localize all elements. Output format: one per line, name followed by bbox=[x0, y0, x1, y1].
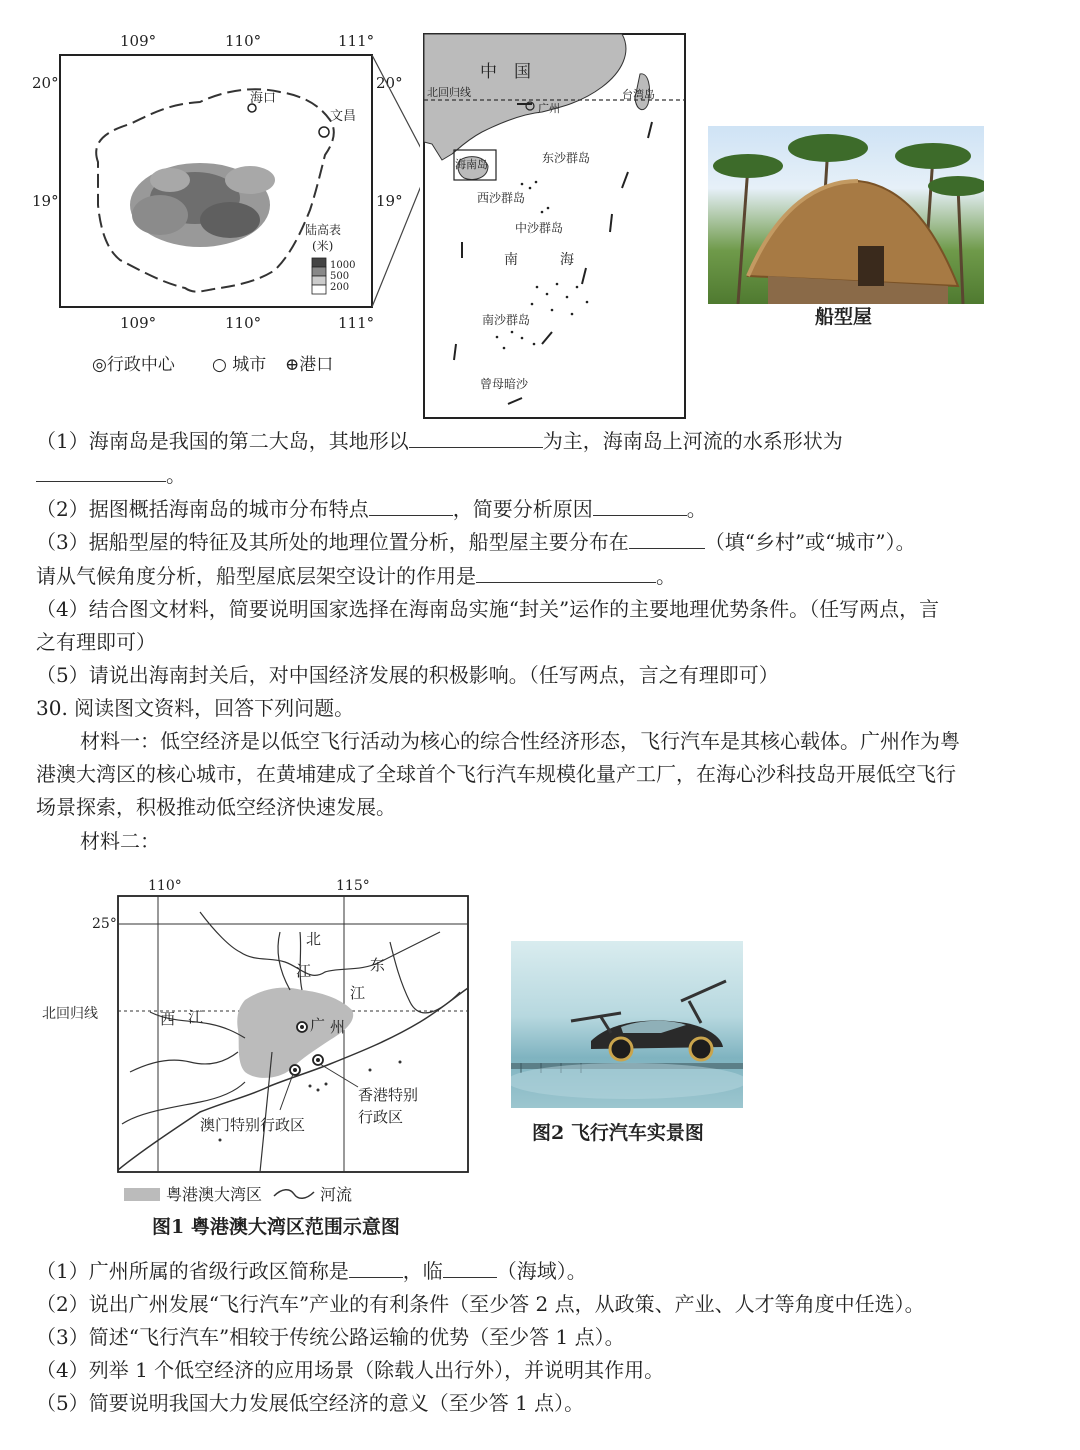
q29-4-line1: （4）结合图文材料，简要说明国家选择在海南岛实施“封关”运作的主要地理优势条件。（任写两点，言 bbox=[36, 597, 940, 621]
hongkong-label-line1: 香港特别 bbox=[358, 1086, 419, 1104]
sea-label-nan: 南 bbox=[504, 252, 518, 268]
legend-swatch-0 bbox=[312, 285, 326, 294]
macau-label: 澳门特别行政区 bbox=[200, 1116, 306, 1134]
river-label-xi: 西 bbox=[160, 1010, 176, 1028]
q30-1-text-c: （海域）。 bbox=[496, 1259, 587, 1283]
q29-1-line2 bbox=[36, 460, 186, 490]
q29-1-end: 。 bbox=[166, 463, 186, 487]
gba-lon-110: 110° bbox=[148, 878, 182, 894]
boat-house-illustration bbox=[708, 126, 984, 304]
connector-line-top bbox=[372, 55, 420, 156]
q30-1-blank-sea[interactable] bbox=[443, 1257, 497, 1278]
q30-material2-label: 材料二： bbox=[80, 829, 160, 853]
zengmu-label: 曾母暗沙 bbox=[480, 377, 529, 391]
q29-3-text-a: （3）据船型屋的特征及其所处的地理位置分析，船型屋主要分布在 bbox=[36, 530, 629, 554]
legend-river-symbol bbox=[272, 1186, 316, 1202]
wenchang-label: 文昌 bbox=[330, 109, 357, 124]
boat-house-caption: 船型屋 bbox=[815, 306, 873, 328]
q29-3-end: 。 bbox=[656, 564, 676, 588]
figure1-caption: 图1 粤港澳大湾区范围示意图 bbox=[152, 1216, 400, 1238]
gba-tropic-label: 北回归线 bbox=[42, 1006, 98, 1022]
q29-3-text-c: 请从气候角度分析，船型屋底层架空设计的作用是 bbox=[36, 564, 476, 588]
q30-material1-line3: 场景探索，积极推动低空经济快速发展。 bbox=[36, 795, 396, 819]
tropic-label: 北回归线 bbox=[427, 86, 471, 99]
q30-1-text-a: （1）广州所属的省级行政区简称是 bbox=[36, 1259, 349, 1283]
q30-material1-line2: 港澳大湾区的核心城市，在黄埔建成了全球首个飞行汽车规模化量产工厂，在海心沙科技岛开展低空飞行 bbox=[36, 762, 956, 786]
xisha-label: 西沙群岛 bbox=[477, 191, 526, 205]
q29-1-blank-terrain[interactable] bbox=[409, 427, 543, 448]
lon-label-111-bottom: 111° bbox=[338, 314, 375, 332]
q29-2-blank-feature[interactable] bbox=[369, 495, 453, 516]
legend-title-line1: 陆高表 bbox=[305, 223, 342, 237]
q29-1-line1 bbox=[36, 426, 843, 456]
q29-3-line2 bbox=[36, 561, 676, 591]
south-china-sea-map bbox=[422, 32, 688, 422]
river-label-bei: 北 bbox=[306, 930, 322, 948]
q30-5-line: （5）简要说明我国大力发展低空经济的意义（至少答 1 点）。 bbox=[36, 1391, 585, 1415]
legend-value-500: 500 bbox=[330, 271, 350, 282]
legend-swatch-500 bbox=[312, 267, 326, 276]
q29-1-text-a: （1）海南岛是我国的第二大岛，其地形以 bbox=[36, 429, 409, 453]
q30-1-line bbox=[36, 1256, 587, 1286]
river-label-jiang-west: 江 bbox=[188, 1008, 204, 1026]
river-label-jiang-east: 江 bbox=[350, 984, 366, 1002]
lat-label-19-right: 19° bbox=[376, 192, 403, 210]
legend-city: ○ 城市 bbox=[212, 355, 267, 375]
hongkong-dot bbox=[316, 1058, 320, 1062]
lat-label-19-left: 19° bbox=[32, 192, 59, 210]
zhongsha-label: 中沙群岛 bbox=[515, 221, 564, 235]
q30-1-blank-abbrev[interactable] bbox=[349, 1257, 403, 1278]
q30-1-text-b: ，临 bbox=[402, 1259, 443, 1283]
gba-guangzhou-label-zhou: 州 bbox=[330, 1018, 346, 1036]
q29-5-line: （5）请说出海南封关后，对中国经济发展的积极影响。（任写两点，言之有理即可） bbox=[36, 663, 779, 687]
lon-label-109-top: 109° bbox=[120, 32, 157, 50]
flying-car-photo bbox=[511, 941, 743, 1108]
dongsha-label: 东沙群岛 bbox=[542, 151, 591, 165]
river-label-dong: 东 bbox=[370, 956, 386, 974]
hainan-label: 海南岛 bbox=[455, 158, 488, 171]
q29-2-end: 。 bbox=[686, 497, 707, 521]
lat-label-20-left: 20° bbox=[32, 74, 59, 92]
hainan-topographic-map bbox=[20, 20, 420, 400]
lon-label-110-bottom: 110° bbox=[225, 314, 262, 332]
q30-2-line: （2）说出广州发展“飞行汽车”产业的有利条件（至少答 2 点，从政策、产业、人才等角度中任选）。 bbox=[36, 1292, 925, 1316]
legend-swatch-1000 bbox=[312, 258, 326, 267]
hongkong-label-line2: 行政区 bbox=[358, 1108, 404, 1126]
q30-4-line: （4）列举 1 个低空经济的应用场景（除载人出行外），并说明其作用。 bbox=[36, 1358, 665, 1382]
gba-lat-25: 25° bbox=[92, 916, 117, 932]
q29-2-text-a: （2）据图概括海南岛的城市分布特点 bbox=[36, 497, 369, 521]
legend-bay-area-swatch bbox=[124, 1188, 160, 1201]
boat-house-photo bbox=[708, 126, 984, 304]
q29-1-blank-river[interactable] bbox=[36, 461, 166, 482]
q29-2-blank-reason[interactable] bbox=[593, 495, 687, 516]
lat-label-20-right: 20° bbox=[376, 74, 403, 92]
q29-1-text-b: 为主，海南岛上河流的水系形状为 bbox=[542, 429, 843, 453]
figure2-caption: 图2 飞行汽车实景图 bbox=[532, 1122, 704, 1144]
q29-3-blank-function[interactable] bbox=[476, 562, 656, 583]
flying-car-illustration bbox=[511, 941, 743, 1108]
gba-guangzhou-label-guang: 广 bbox=[310, 1016, 326, 1034]
guangzhou-label: 广州 bbox=[538, 102, 560, 115]
q30-3-line: （3）简述“飞行汽车”相较于传统公路运输的优势（至少答 1 点）。 bbox=[36, 1325, 625, 1349]
lon-label-111-top: 111° bbox=[338, 32, 375, 50]
gba-lon-115: 115° bbox=[336, 878, 370, 894]
legend-port: ⊕港口 bbox=[285, 355, 334, 375]
q29-2-line bbox=[36, 494, 707, 524]
lon-label-110-top: 110° bbox=[225, 32, 262, 50]
haikou-label: 海口 bbox=[250, 91, 277, 106]
q30-header: 30. 阅读图文资料，回答下列问题。 bbox=[36, 696, 355, 720]
legend-title-line2: (米) bbox=[312, 239, 334, 253]
q29-3-blank-location[interactable] bbox=[629, 528, 705, 549]
legend-river-label: 河流 bbox=[320, 1185, 353, 1204]
legend-value-200: 200 bbox=[330, 282, 350, 293]
guangzhou-dot bbox=[300, 1025, 304, 1029]
legend-swatch-200 bbox=[312, 276, 326, 285]
nansha-label: 南沙群岛 bbox=[482, 313, 531, 327]
sea-label-hai: 海 bbox=[560, 252, 574, 268]
river-label-jiang-north: 江 bbox=[296, 962, 312, 980]
q29-4-line2: 之有理即可） bbox=[36, 630, 156, 654]
china-label: 中 国 bbox=[480, 62, 531, 82]
lon-label-109-bottom: 109° bbox=[120, 314, 157, 332]
legend-admin-center: ◎行政中心 bbox=[92, 355, 175, 375]
q29-3-line1 bbox=[36, 527, 916, 557]
q29-3-text-b: （填“乡村”或“城市”）。 bbox=[704, 530, 916, 554]
greater-bay-area-map bbox=[40, 872, 480, 1182]
taiwan-label: 台湾岛 bbox=[622, 88, 655, 101]
q30-material1-line1: 材料一：低空经济是以低空飞行活动为核心的综合性经济形态，飞行汽车是其核心载体。广州作为粤 bbox=[80, 729, 960, 753]
q29-2-text-b: ，简要分析原因 bbox=[452, 497, 593, 521]
macau-dot bbox=[293, 1068, 297, 1072]
legend-value-1000: 1000 bbox=[330, 260, 356, 271]
legend-bay-area-label: 粤港澳大湾区 bbox=[166, 1185, 263, 1204]
